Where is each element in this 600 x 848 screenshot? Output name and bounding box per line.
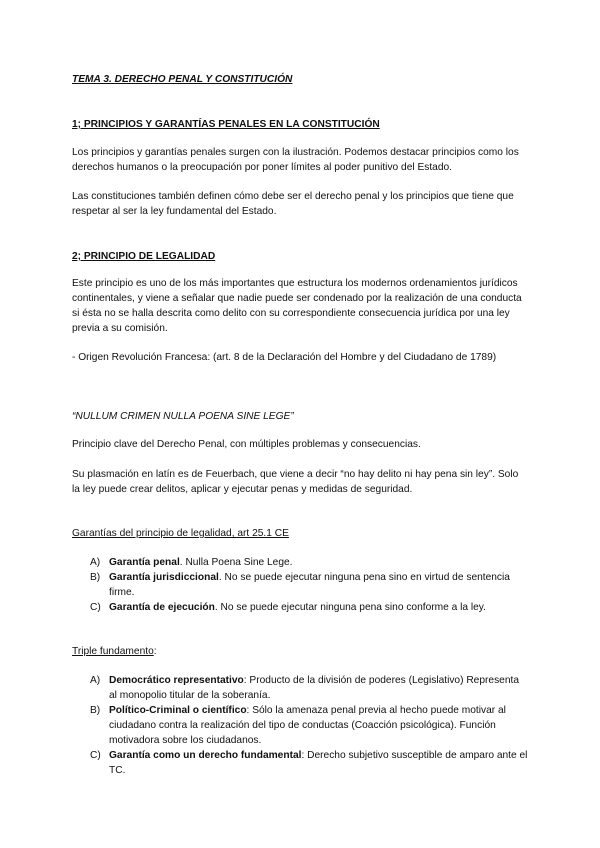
latin-maxim: “NULLUM CRIMEN NULLA POENA SINE LEGE” [72, 411, 294, 422]
list-marker: C) [90, 750, 101, 761]
list-item [90, 703, 528, 748]
origin-note: - Origen Revolución Francesa: (art. 8 de la Declaración del Hombre y del Ciudadano de 1789) [72, 352, 497, 363]
section-2-paragraph-1: Este principio es uno de los más importantes que estructura los modernos ordenamientos jurídicos continentales, y viene a señalar que nadie puede ser condenado por la realización de una conducta si ésta no se halla descrita como delito con su correspondiente consecuencia jurídica por una ley previa a su comisión. [72, 278, 522, 334]
list-marker: A) [90, 675, 101, 686]
list-item-term: Garantía de ejecución [109, 602, 215, 613]
section-1-paragraph-2: Las constituciones también definen cómo debe ser el derecho penal y los principios que tiene que respetar al ser la ley fundamental del Estado. [72, 191, 514, 217]
document-title: TEMA 3. DERECHO PENAL Y CONSTITUCIÓN [72, 74, 293, 85]
list-item-text: : Sólo la amenaza penal previa al hecho puede motivar al ciudadano contra la realización del tipo de conductas (Coacción psicológica). Función motivadora sobre los ciudadanos. [109, 705, 506, 746]
list-item-term: Político-Criminal o científico [109, 705, 247, 716]
list-item-term: Garantía jurisdiccional [109, 572, 219, 583]
section-1-paragraph-1: Los principios y garantías penales surgen con la ilustración. Podemos destacar principios como los derechos humanos o la preocupación por poner límites al poder punitivo del Estado. [72, 147, 519, 173]
list-item-text: : Derecho subjetivo susceptible de amparo ante el TC. [109, 750, 528, 776]
foundation-heading-colon: : [153, 646, 157, 657]
list-marker: B) [90, 705, 101, 716]
list-item [90, 570, 528, 600]
section-2-paragraph-3: Su plasmación en latín es de Feuerbach, que viene a decir “no hay delito ni hay pena sin ley”. Solo la ley puede crear delitos, aplicar y ejecutar penas y medidas de seguridad. [72, 469, 519, 495]
list-item-term: Garantía penal [109, 557, 180, 568]
section-2-paragraph-2: Principio clave del Derecho Penal, con múltiples problemas y consecuencias. [72, 439, 421, 450]
list-item [90, 600, 528, 615]
list-item-text: . No se puede ejecutar ninguna pena sino conforme a la ley. [214, 602, 486, 613]
list-item-text: . Nulla Poena Sine Lege. [179, 557, 293, 568]
section-2-heading: 2; PRINCIPIO DE LEGALIDAD [72, 251, 216, 262]
foundation-heading [72, 644, 528, 659]
guarantees-list [90, 555, 528, 615]
list-item [90, 673, 528, 703]
list-item [90, 555, 528, 570]
list-marker: C) [90, 602, 101, 613]
list-marker: B) [90, 572, 101, 583]
section-1-heading: 1; PRINCIPIOS Y GARANTÍAS PENALES EN LA CONSTITUCIÓN [72, 119, 380, 130]
list-item-text: . No se puede ejecutar ninguna pena sino en virtud de sentencia firme. [109, 572, 510, 598]
list-item-term: Democrático representativo [109, 675, 244, 686]
list-marker: A) [90, 557, 101, 568]
list-item [90, 748, 528, 778]
guarantees-heading: Garantías del principio de legalidad, art 25.1 CE [72, 528, 289, 539]
list-item-text: : Producto de la división de poderes (Legislativo) Representa al monopolio titular de la soberanía. [109, 675, 519, 701]
foundation-heading-text: Triple fundamento [72, 646, 154, 657]
list-item-term: Garantía como un derecho fundamental [109, 750, 302, 761]
foundation-list [90, 673, 528, 778]
